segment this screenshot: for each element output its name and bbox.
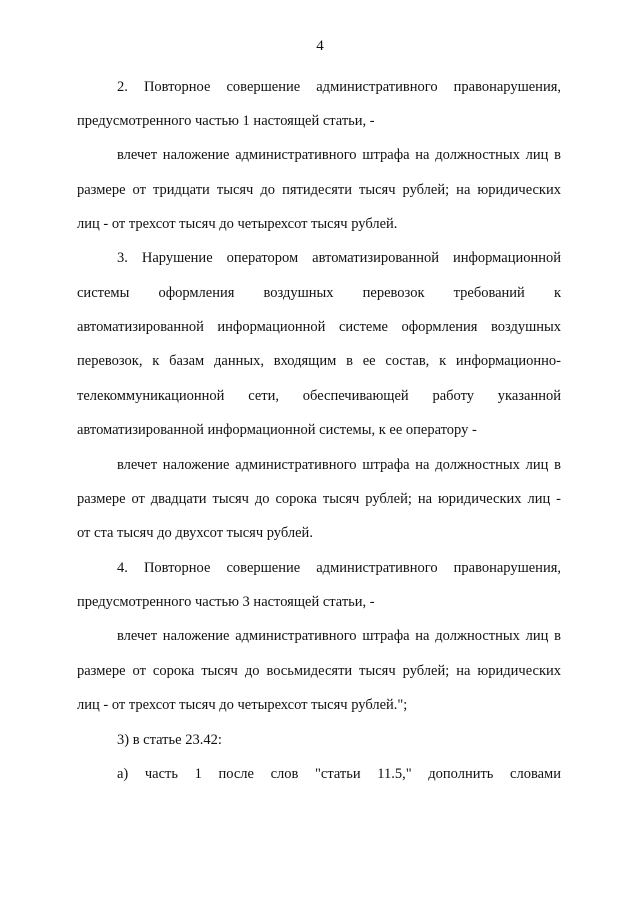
text-line: а) часть 1 после слов "статьи 11.5," дополнить словами	[117, 766, 561, 782]
text-line: лиц - от трехсот тысяч до четырехсот тысяч рублей.";	[77, 697, 408, 713]
text-line: лиц - от трехсот тысяч до четырехсот тысяч рублей.	[77, 216, 398, 232]
text-line: влечет наложение административного штрафа на должностных лиц в	[117, 457, 561, 473]
text-line: перевозок, к базам данных, входящим в ее состав, к информационно-	[77, 353, 561, 369]
text-line: автоматизированной информационной системе оформления воздушных	[77, 319, 561, 335]
text-line: 3. Нарушение оператором автоматизированной информационной	[117, 250, 561, 266]
page-number: 4	[316, 38, 324, 54]
text-line: телекоммуникационной сети, обеспечивающей работу указанной	[77, 388, 561, 404]
text-line: 4. Повторное совершение административного правонарушения,	[117, 560, 561, 576]
text-line: 3) в статье 23.42:	[117, 732, 222, 748]
text-line: предусмотренного частью 3 настоящей статьи, -	[77, 594, 375, 610]
text-line: размере от двадцати тысяч до сорока тысяч рублей; на юридических лиц -	[77, 491, 561, 507]
text-line: влечет наложение административного штрафа на должностных лиц в	[117, 147, 561, 163]
text-line: системы оформления воздушных перевозок требований к	[77, 285, 561, 301]
text-line: влечет наложение административного штрафа на должностных лиц в	[117, 628, 561, 644]
text-line: автоматизированной информационной системы, к ее оператору -	[77, 422, 477, 438]
text-line: размере от тридцати тысяч до пятидесяти тысяч рублей; на юридических	[77, 182, 561, 198]
text-line: предусмотренного частью 1 настоящей статьи, -	[77, 113, 375, 129]
text-line: 2. Повторное совершение административного правонарушения,	[117, 79, 561, 95]
text-line: от ста тысяч до двухсот тысяч рублей.	[77, 525, 313, 541]
text-line: размере от сорока тысяч до восьмидесяти тысяч рублей; на юридических	[77, 663, 561, 679]
